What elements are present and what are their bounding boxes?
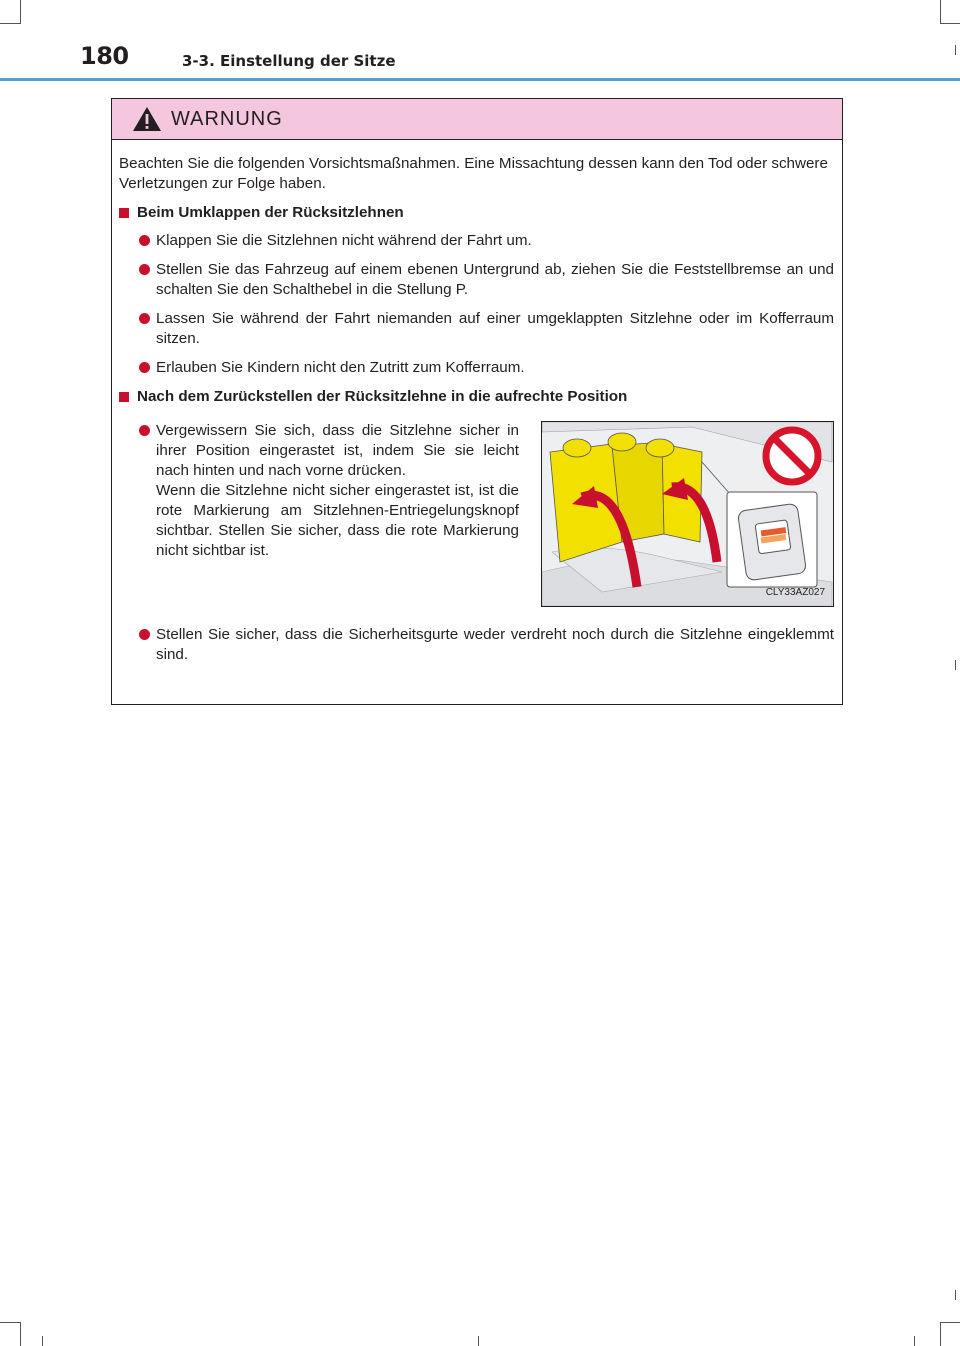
section-heading [119,387,834,407]
crop-mark [940,0,941,24]
section-heading [119,203,834,223]
figure-code: CLY33AZ027 [765,587,825,598]
page-number: 180 [80,42,129,70]
list-item-text: Stellen Sie sicher, dass die Sicherheitsgurte weder verdreht noch durch die Sitzlehne eingeklemmt sind. [156,626,834,663]
seat-illustration [541,421,834,607]
section-title: 3-3. Einstellung der Sitze [182,52,396,70]
list-item-text: Klappen Sie die Sitzlehnen nicht während der Fahrt um. [156,232,532,249]
round-bullet-icon [139,629,150,640]
list-item [139,625,834,665]
square-bullet-icon [119,392,129,402]
header-rule [0,78,960,81]
round-bullet-icon [139,362,150,373]
square-bullet-icon [119,208,129,218]
warning-triangle-icon [132,106,162,132]
figure-bullet-text-2: Wenn die Sitzlehne nicht sicher eingerastet ist, ist die rote Markierung am Sitzlehnen-Entriegelungsknopf sichtbar. Stellen Sie sicher, dass die rote Markierung nicht sichtbar ist. [156,482,519,559]
list-item [139,309,834,349]
list-item-text: Lassen Sie während der Fahrt niemanden auf einer umgeklappten Sitzlehne oder im Kofferraum sitzen. [156,310,834,347]
warning-header [112,99,842,140]
crop-mark [940,1322,960,1323]
list-item [139,260,834,300]
section-heading-text: Nach dem Zurückstellen der Rücksitzlehne in die aufrechte Position [137,388,628,405]
round-bullet-icon [139,264,150,275]
crop-mark [955,660,956,670]
crop-mark [20,0,21,24]
warning-intro: Beachten Sie die folgenden Vorsichtsmaßnahmen. Eine Missachtung dessen kann den Tod oder schwere Verletzungen zur Folge haben. [119,155,828,192]
round-bullet-icon [139,313,150,324]
round-bullet-icon [139,235,150,246]
crop-mark [955,45,956,55]
crop-mark [478,1336,479,1346]
list-item [139,358,834,378]
list-item-text: Erlauben Sie Kindern nicht den Zutritt zum Kofferraum. [156,359,525,376]
warning-box [111,98,843,705]
crop-mark [0,1322,20,1323]
crop-mark [940,23,960,24]
section-heading-text: Beim Umklappen der Rücksitzlehnen [137,204,404,221]
figure-bullet [139,421,519,561]
warning-title: WARNUNG [171,107,283,130]
list-item-text: Stellen Sie das Fahrzeug auf einem ebenen Untergrund ab, ziehen Sie die Feststellbremse an und schalten Sie den Schalthebel in die Stellung P. [156,261,834,298]
crop-mark [955,1290,956,1300]
crop-mark [914,1336,915,1346]
rear-seat-drawing [542,422,833,606]
round-bullet-icon [139,425,150,436]
figure-row [119,421,834,607]
crop-mark [940,1322,941,1346]
warning-body [112,140,842,665]
crop-mark [42,1336,43,1346]
figure-bullet-text: Vergewissern Sie sich, dass die Sitzlehne sicher in ihrer Position eingerastet ist, indem Sie sie leicht nach hinten und nach vorne drücken. [156,422,519,479]
crop-mark [20,1322,21,1346]
list-item [139,231,834,251]
crop-mark [0,23,20,24]
